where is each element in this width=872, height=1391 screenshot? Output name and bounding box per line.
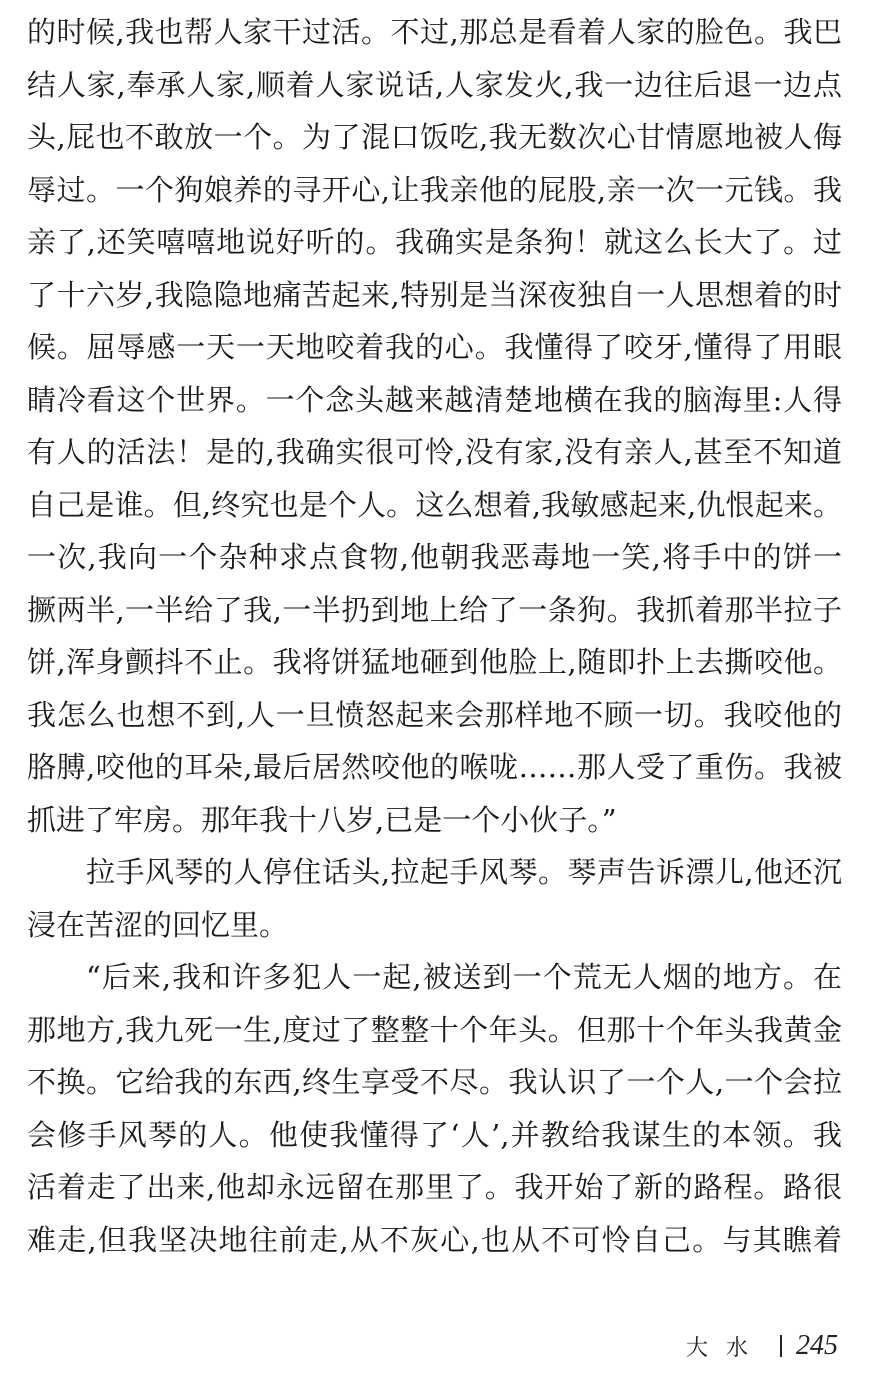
text-line: 自己是谁。但,终究也是个人。这么想着,我敏感起来,仇恨起来。 — [27, 487, 842, 522]
text-line: 拉手风琴的人停住话头,拉起手风琴。琴声告诉漂儿,他还沉 — [86, 855, 842, 889]
text-line: 亲了,还笑嘻嘻地说好听的。我确实是条狗！就这么长大了。过 — [27, 225, 842, 259]
text-line: 不换。它给我的东西,终生享受不尽。我认识了一个人,一个会拉 — [27, 1065, 842, 1099]
text-line: 胳膊,咬他的耳朵,最后居然咬他的喉咙……那人受了重伤。我被 — [27, 750, 842, 784]
text-line: 会修手风琴的人。他使我懂得了‘人’,并教给我谋生的本领。我 — [27, 1117, 842, 1152]
text-line: 浸在苦涩的回忆里。 — [27, 907, 289, 942]
text-line: 结人家,奉承人家,顺着人家说话,人家发火,我一边往后退一边点 — [27, 67, 842, 102]
text-line: 那地方,我九死一生,度过了整整十个年头。但那十个年头我黄金 — [27, 1012, 842, 1047]
text-line: 抓进了牢房。那年我十八岁,已是一个小伙子。” — [27, 802, 617, 837]
text-line: 头,屁也不敢放一个。为了混口饭吃,我无数次心甘情愿地被人侮 — [27, 120, 842, 154]
text-line: 的时候,我也帮人家干过活。不过,那总是看着人家的脸色。我巴 — [27, 15, 842, 49]
text-line: 活着走了出来,他却永远留在那里了。我开始了新的路程。路很 — [27, 1170, 842, 1204]
text-line: 候。屈辱感一天一天地咬着我的心。我懂得了咬牙,懂得了用眼 — [27, 330, 842, 364]
running-title: 大水 — [685, 1335, 766, 1361]
text-line: 了十六岁,我隐隐地痛苦起来,特别是当深夜独自一人思想着的时 — [27, 277, 842, 312]
text-line: 难走,但我坚决地往前走,从不灰心,也从不可怜自己。与其瞧着 — [27, 1222, 842, 1257]
text-line: 撅两半,一半给了我,一半扔到地上给了一条狗。我抓着那半拉子 — [27, 592, 842, 627]
text-line: 有人的活法！是的,我确实很可怜,没有家,没有亲人,甚至不知道 — [27, 435, 842, 469]
text-line: 饼,浑身颤抖不止。我将饼猛地砸到他脸上,随即扑上去撕咬他。 — [27, 645, 842, 679]
text-line: “后来,我和许多犯人一起,被送到一个荒无人烟的地方。在 — [86, 960, 842, 994]
text-line: 一次,我向一个杂种求点食物,他朝我恶毒地一笑,将手中的饼一 — [27, 540, 842, 574]
text-line: 睛冷看这个世界。一个念头越来越清楚地横在我的脑海里:人得 — [27, 382, 842, 417]
footer-divider — [780, 1335, 782, 1357]
text-line: 辱过。一个狗娘养的寻开心,让我亲他的屁股,亲一次一元钱。我 — [27, 172, 842, 207]
page-number: 245 — [796, 1330, 838, 1361]
text-line: 我怎么也想不到,人一旦愤怒起来会那样地不顾一切。我咬他的 — [27, 697, 842, 732]
page-footer — [686, 1330, 838, 1362]
